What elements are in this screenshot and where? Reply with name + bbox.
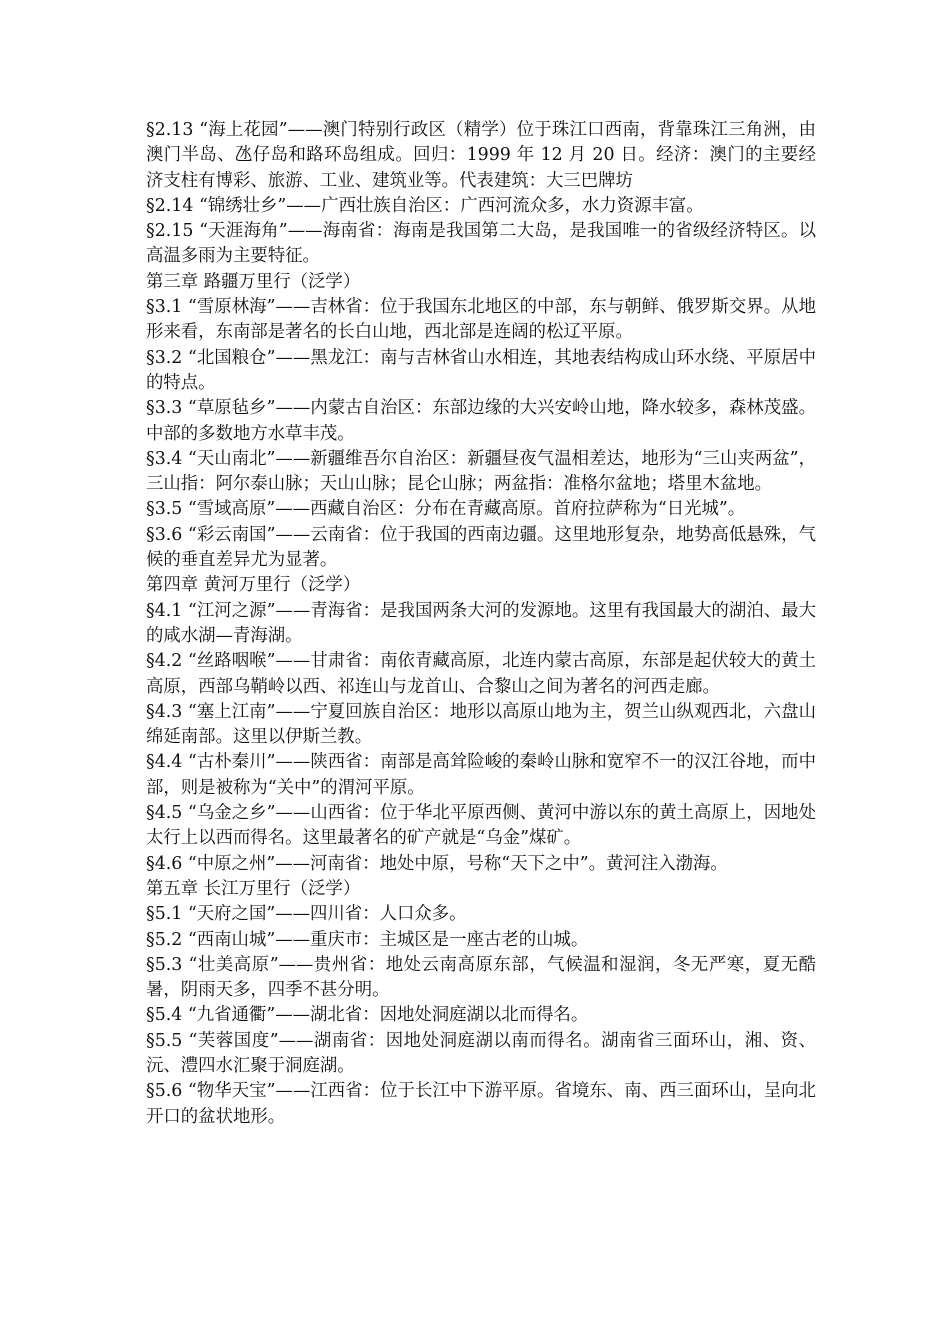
section-4-6: §4.6 “中原之州”——河南省：地处中原，号称“天下之中”。黄河注入渤海。 <box>146 853 728 874</box>
section-5-6: §5.6 “物华天宝”——江西省：位于长江中下游平原。省境东、南、西三面环山，呈向北开口的盆状地形。 <box>146 1081 816 1127</box>
chapter-5-heading: 第五章 长江万里行（泛学） <box>146 878 361 899</box>
section-3-1: §3.1 “雪原林海”——吉林省：位于我国东北地区的中部，东与朝鲜、俄罗斯交界。从地形来看，东南部是著名的长白山地，西北部是连阔的松辽平原。 <box>146 297 816 343</box>
section-4-5: §4.5 “乌金之乡”——山西省：位于华北平原西侧、黄河中游以东的黄土高原上，因地处太行上以西而得名。这里最著名的矿产就是“乌金”煤矿。 <box>146 803 816 849</box>
section-2-15: §2.15 “天涯海角”——海南省：海南是我国第二大岛，是我国唯一的省级经济特区。以高温多雨为主要特征。 <box>146 221 816 267</box>
section-5-4: §5.4 “九省通衢”——湖北省：因地处洞庭湖以北而得名。 <box>146 1005 589 1026</box>
section-3-4: §3.4 “天山南北”——新疆维吾尔自治区：新疆昼夜气温相差达，地形为“三山夹两盆”，三山指：阿尔泰山脉；天山山脉；昆仑山脉；两盆指：准格尔盆地；塔里木盆地。 <box>146 448 816 495</box>
section-4-4: §4.4 “古朴秦川”——陕西省：南部是高耸险峻的秦岭山脉和宽窄不一的汉江谷地，而中部，则是被称为“关中”的渭河平原。 <box>146 752 816 798</box>
section-5-5: §5.5 “芙蓉国度”——湖南省：因地处洞庭湖以南而得名。湖南省三面环山，湘、资、沅、澧四水汇聚于洞庭湖。 <box>146 1030 816 1076</box>
section-4-2: §4.2 “丝路咽喉”——甘肃省：南依青藏高原，北连内蒙古高原，东部是起伏较大的黄土高原，西部乌鞘岭以西、祁连山与龙首山、合黎山之间为著名的河西走廊。 <box>146 651 816 697</box>
section-5-3: §5.3 “壮美高原”——贵州省：地处云南高原东部，气候温和湿润，冬无严寒，夏无酷暑，阴雨天多，四季不甚分明。 <box>146 954 816 1001</box>
section-3-3: §3.3 “草原毡乡”——内蒙古自治区：东部边缘的大兴安岭山地，降水较多，森林茂盛。中部的多数地方水草丰茂。 <box>146 398 816 444</box>
chapter-3-heading: 第三章 路疆万里行（泛学） <box>146 271 361 292</box>
section-3-5: §3.5 “雪域高原”——西藏自治区：分布在青藏高原。首府拉萨称为“日光城”。 <box>146 499 746 520</box>
section-2-13: §2.13 “海上花园”——澳门特别行政区（精学）位于珠江口西南，背靠珠江三角洲，由澳门半岛、氹仔岛和路环岛组成。回归：1999 年 12 月 20 日。经济：澳门的主要经济支柱有博彩、旅游、工业、建筑业等。代表建筑：大三巴牌坊 <box>146 120 816 191</box>
section-4-1: §4.1 “江河之源”——青海省：是我国两条大河的发源地。这里有我国最大的湖泊、最大的咸水湖—青海湖。 <box>146 600 816 646</box>
section-2-14: §2.14 “锦绣壮乡”——广西壮族自治区：广西河流众多，水力资源丰富。 <box>146 195 704 216</box>
section-4-3: §4.3 “塞上江南”——宁夏回族自治区：地形以高原山地为主，贺兰山纵观西北，六盘山绵延南部。这里以伊斯兰教。 <box>146 701 816 748</box>
chapter-4-heading: 第四章 黄河万里行（泛学） <box>146 575 361 596</box>
section-5-2: §5.2 “西南山城”——重庆市：主城区是一座古老的山城。 <box>146 929 589 950</box>
section-3-2: §3.2 “北国粮仓”——黑龙江：南与吉林省山水相连，其地表结构成山环水绕、平原居中的特点。 <box>146 347 816 393</box>
section-3-6: §3.6 “彩云南国”——云南省：位于我国的西南边疆。这里地形复杂，地势高低悬殊，气候的垂直差异尤为显著。 <box>146 524 816 571</box>
document-page <box>146 118 816 1130</box>
section-5-1: §5.1 “天府之国”——四川省：人口众多。 <box>146 904 467 925</box>
